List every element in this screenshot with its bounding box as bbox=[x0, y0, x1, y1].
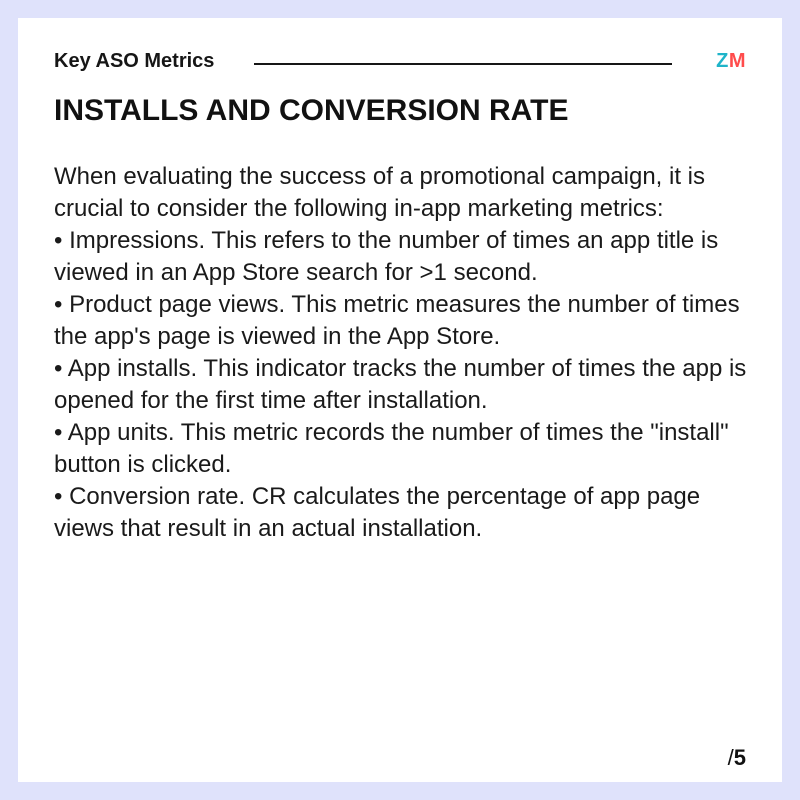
section-label: Key ASO Metrics bbox=[54, 50, 215, 72]
body-text bbox=[54, 161, 754, 545]
zm-logo bbox=[716, 50, 746, 73]
header bbox=[54, 48, 746, 78]
bullet-product-page-views: • Product page views. This metric measures the number of times the app's page is viewed in the App Store. bbox=[54, 291, 740, 350]
bullet-app-installs: • App installs. This indicator tracks the number of times the app is opened for the first time after installation. bbox=[54, 355, 747, 414]
page-title: INSTALLS AND CONVERSION RATE bbox=[54, 94, 569, 127]
page-number-value: 5 bbox=[733, 745, 746, 770]
intro-paragraph: When evaluating the success of a promotional campaign, it is crucial to consider the following in-app marketing metrics: bbox=[54, 163, 706, 222]
page-slash: / bbox=[727, 745, 734, 770]
logo-m-letter: M bbox=[728, 50, 746, 72]
logo-z-letter: Z bbox=[716, 50, 729, 72]
header-divider bbox=[254, 63, 672, 65]
page-number bbox=[728, 745, 746, 771]
bullet-impressions: • Impressions. This refers to the number of times an app title is viewed in an App Store search for >1 second. bbox=[54, 227, 719, 286]
bullet-app-units: • App units. This metric records the number of times the "install" button is clicked. bbox=[54, 419, 729, 478]
slide-card bbox=[18, 18, 782, 782]
bullet-conversion-rate: • Conversion rate. CR calculates the percentage of app page views that result in an actual installation. bbox=[54, 483, 701, 542]
